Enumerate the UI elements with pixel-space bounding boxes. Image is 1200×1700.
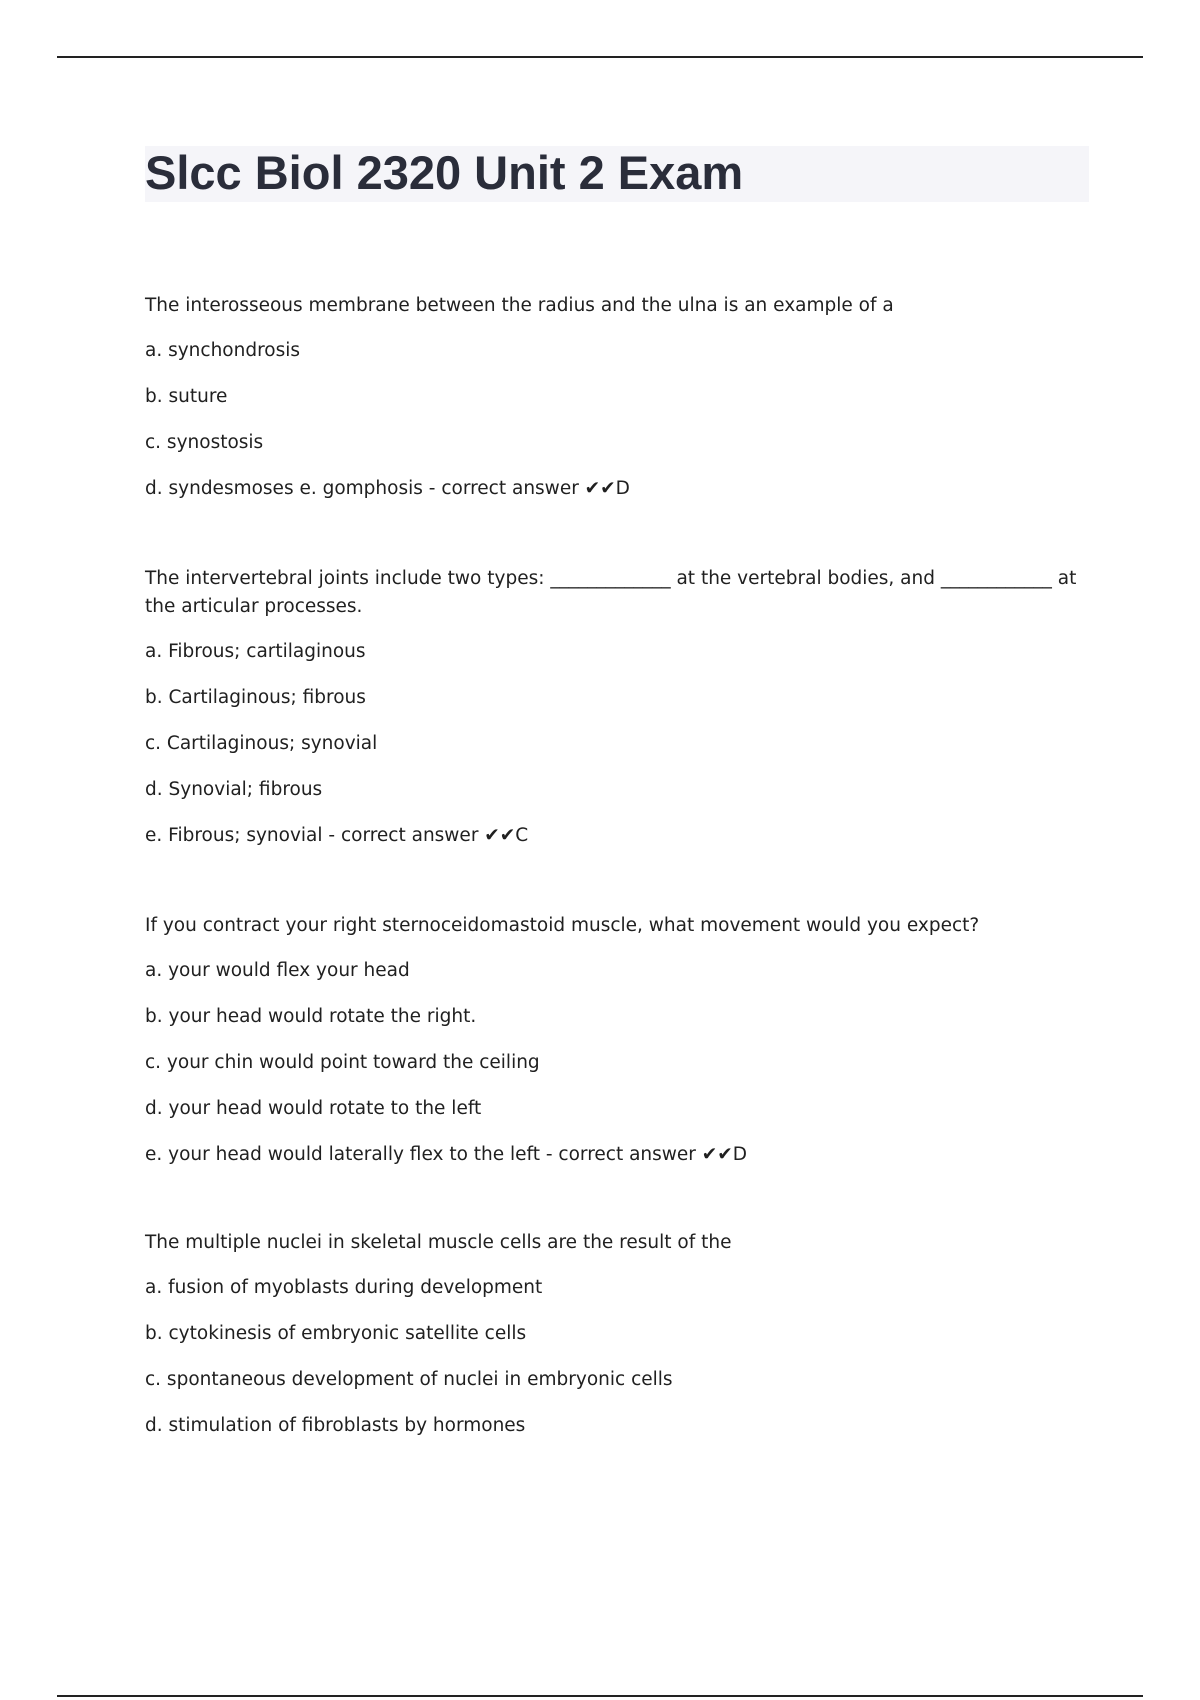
bottom-rule xyxy=(57,1695,1143,1697)
answer-option-a: a. your would flex your head xyxy=(145,960,410,981)
top-rule xyxy=(57,56,1143,58)
answer-option-b: b. suture xyxy=(145,386,228,407)
answer-option-e: e. Fibrous; synovial - correct answer ✔✔C xyxy=(145,825,529,846)
answer-option-b: b. cytokinesis of embryonic satellite cells xyxy=(145,1323,527,1344)
question-3 xyxy=(145,912,1090,1169)
answer-option-c: c. synostosis xyxy=(145,432,264,453)
question-text: If you contract your right sternoceidomastoid muscle, what movement would you expect? xyxy=(145,915,980,936)
answer-option-c: c. Cartilaginous; synovial xyxy=(145,733,378,754)
question-1 xyxy=(145,292,1090,503)
question-text: The interosseous membrane between the radius and the ulna is an example of a xyxy=(145,295,894,316)
answer-option-c: c. spontaneous development of nuclei in embryonic cells xyxy=(145,1369,673,1390)
answer-option-e: e. your head would laterally flex to the left - correct answer ✔✔D xyxy=(145,1144,748,1165)
answer-option-d: d. stimulation of fibroblasts by hormones xyxy=(145,1415,526,1436)
question-text: The multiple nuclei in skeletal muscle cells are the result of the xyxy=(145,1232,732,1253)
answer-option-d: d. syndesmoses e. gomphosis - correct answer ✔✔D xyxy=(145,478,630,499)
answer-option-d: d. your head would rotate to the left xyxy=(145,1098,482,1119)
question-4 xyxy=(145,1229,1090,1440)
answer-option-d: d. Synovial; fibrous xyxy=(145,779,323,800)
answer-option-a: a. Fibrous; cartilaginous xyxy=(145,641,366,662)
answer-option-a: a. fusion of myoblasts during development xyxy=(145,1277,543,1298)
answer-option-a: a. synchondrosis xyxy=(145,340,301,361)
answer-option-c: c. your chin would point toward the ceiling xyxy=(145,1052,540,1073)
answer-option-b: b. your head would rotate the right. xyxy=(145,1006,477,1027)
question-2 xyxy=(145,565,1090,850)
answer-option-b: b. Cartilaginous; fibrous xyxy=(145,687,366,708)
question-text: The intervertebral joints include two types: _____________ at the vertebral bodies, and ____________ at the articular processes. xyxy=(145,568,1077,617)
page-title: Slcc Biol 2320 Unit 2 Exam xyxy=(145,146,744,199)
